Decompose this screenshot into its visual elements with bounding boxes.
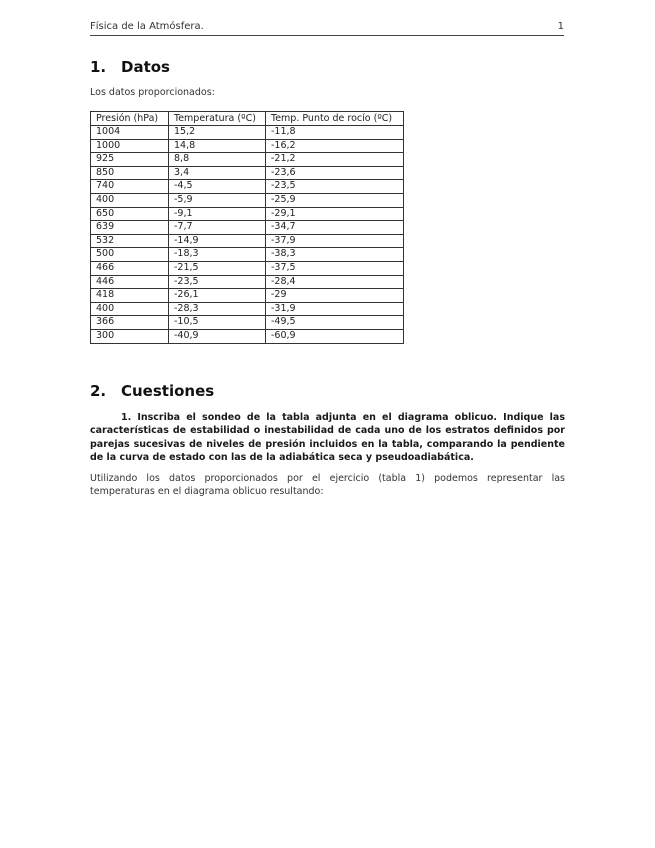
section-title: Datos — [121, 58, 170, 76]
table-row — [91, 316, 404, 330]
cell-dewpoint: -23,6 — [266, 166, 404, 180]
cell-temperature: 8,8 — [169, 153, 266, 167]
cell-temperature: -23,5 — [169, 275, 266, 289]
cell-pressure: 639 — [91, 221, 169, 235]
section-heading-cuestiones — [90, 382, 214, 400]
cell-dewpoint: -28,4 — [266, 275, 404, 289]
cell-dewpoint: -23,5 — [266, 180, 404, 194]
table-row — [91, 180, 404, 194]
cell-temperature: -18,3 — [169, 248, 266, 262]
cell-temperature: 14,8 — [169, 139, 266, 153]
table-header-row — [91, 112, 404, 126]
cell-pressure: 466 — [91, 261, 169, 275]
cell-temperature: -5,9 — [169, 193, 266, 207]
cell-pressure: 740 — [91, 180, 169, 194]
column-header-temperature: Temperatura (ºC) — [169, 112, 266, 126]
cell-pressure: 925 — [91, 153, 169, 167]
cell-pressure: 418 — [91, 289, 169, 303]
cell-temperature: -21,5 — [169, 261, 266, 275]
cell-temperature: -40,9 — [169, 329, 266, 343]
table-row — [91, 329, 404, 343]
cell-dewpoint: -11,8 — [266, 126, 404, 140]
table-row — [91, 207, 404, 221]
cell-temperature: -7,7 — [169, 221, 266, 235]
intro-paragraph: Los datos proporcionados: — [90, 87, 215, 98]
question-paragraph: 1. Inscriba el sondeo de la tabla adjunta en el diagrama oblicuo. Indique las características de estabilidad o inestabilidad de cada uno de los estratos definidos por parejas sucesivas de niveles de presión incluidos en la tabla, comparando la pendiente de la curva de estado con las de la adiabática seca y pseudoadiabática. — [90, 412, 565, 463]
cell-pressure: 400 — [91, 193, 169, 207]
cell-temperature: -14,9 — [169, 234, 266, 248]
cell-dewpoint: -16,2 — [266, 139, 404, 153]
cell-dewpoint: -60,9 — [266, 329, 404, 343]
table-row — [91, 139, 404, 153]
cell-temperature: -26,1 — [169, 289, 266, 303]
cell-dewpoint: -25,9 — [266, 193, 404, 207]
table-row — [91, 248, 404, 262]
table-body — [91, 126, 404, 344]
column-header-pressure: Presión (hPa) — [91, 112, 169, 126]
table-row — [91, 275, 404, 289]
cell-temperature: 15,2 — [169, 126, 266, 140]
table-row — [91, 221, 404, 235]
section-heading-datos — [90, 58, 170, 76]
page-number: 1 — [557, 21, 564, 32]
header-title: Física de la Atmósfera. — [90, 21, 204, 32]
cell-dewpoint: -21,2 — [266, 153, 404, 167]
table-row — [91, 126, 404, 140]
cell-temperature: -28,3 — [169, 302, 266, 316]
cell-dewpoint: -31,9 — [266, 302, 404, 316]
cell-temperature: -9,1 — [169, 207, 266, 221]
column-header-dewpoint: Temp. Punto de rocío (ºC) — [266, 112, 404, 126]
cell-dewpoint: -49,5 — [266, 316, 404, 330]
cell-dewpoint: -29 — [266, 289, 404, 303]
table-row — [91, 166, 404, 180]
table-row — [91, 289, 404, 303]
cell-temperature: -10,5 — [169, 316, 266, 330]
cell-temperature: 3,4 — [169, 166, 266, 180]
cell-pressure: 400 — [91, 302, 169, 316]
cell-pressure: 500 — [91, 248, 169, 262]
section-title: Cuestiones — [121, 382, 215, 400]
answer-paragraph: Utilizando los datos proporcionados por el ejercicio (tabla 1) podemos representar las temperaturas en el diagrama oblicuo resultando: — [90, 473, 565, 498]
table-row — [91, 261, 404, 275]
cell-dewpoint: -34,7 — [266, 221, 404, 235]
cell-pressure: 1000 — [91, 139, 169, 153]
section-number: 1. — [90, 58, 107, 76]
cell-pressure: 532 — [91, 234, 169, 248]
running-header — [90, 21, 564, 36]
section-number: 2. — [90, 382, 107, 400]
cell-pressure: 366 — [91, 316, 169, 330]
cell-pressure: 446 — [91, 275, 169, 289]
cell-dewpoint: -37,5 — [266, 261, 404, 275]
cell-pressure: 850 — [91, 166, 169, 180]
cell-dewpoint: -37,9 — [266, 234, 404, 248]
cell-temperature: -4,5 — [169, 180, 266, 194]
table-row — [91, 302, 404, 316]
cell-pressure: 650 — [91, 207, 169, 221]
cell-dewpoint: -29,1 — [266, 207, 404, 221]
cell-pressure: 300 — [91, 329, 169, 343]
table-row — [91, 193, 404, 207]
cell-dewpoint: -38,3 — [266, 248, 404, 262]
data-table — [90, 111, 404, 344]
cell-pressure: 1004 — [91, 126, 169, 140]
table-row — [91, 153, 404, 167]
table-row — [91, 234, 404, 248]
